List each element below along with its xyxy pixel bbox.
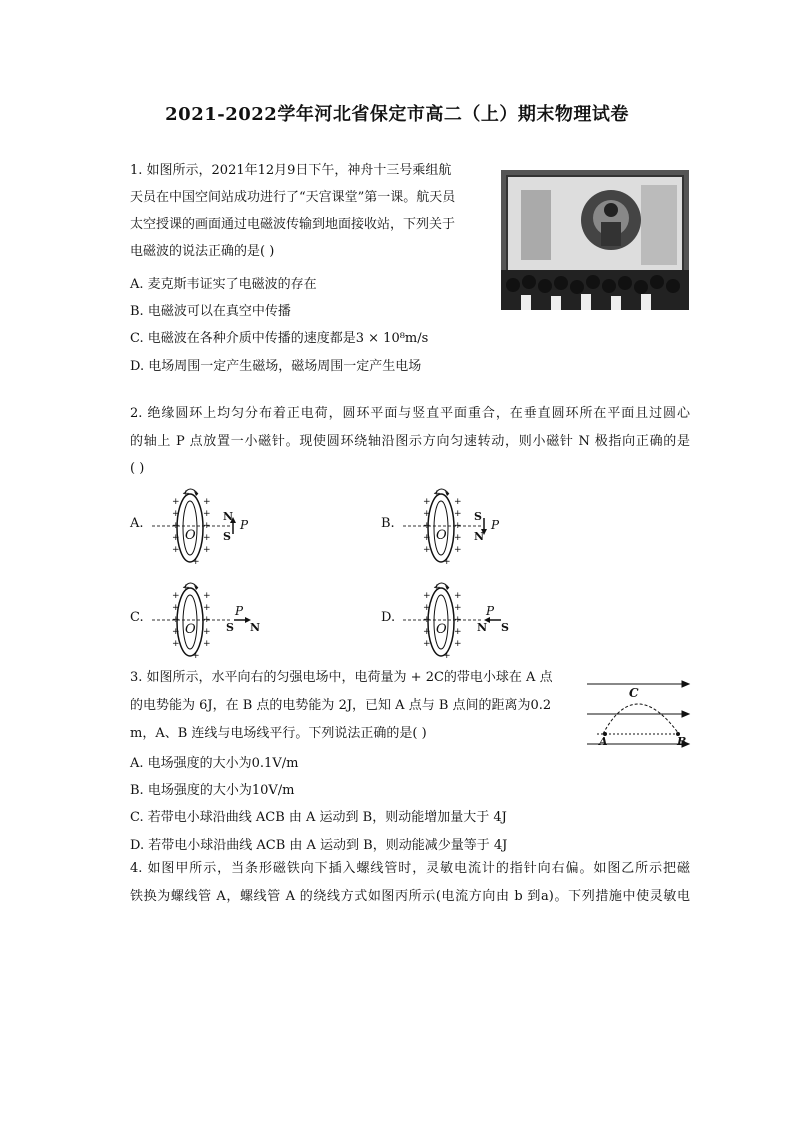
svg-text:+: + <box>203 639 211 649</box>
pole-left: S <box>226 621 234 634</box>
q2-figure-b <box>381 486 521 566</box>
q4-line: 4. 如图甲所示，当条形磁铁向下插入螺线管时，灵敏电流计的指针向右偏。如图乙所示把磁 <box>130 861 690 876</box>
option-label: A. <box>130 516 144 531</box>
point-p: P <box>486 604 495 618</box>
q1-line: 1. 如图所示，2021年12月9日下午，神舟十三号乘组航 <box>130 163 452 178</box>
svg-text:+: + <box>423 639 431 649</box>
svg-text:+: + <box>454 627 462 637</box>
svg-text:+: + <box>172 533 180 543</box>
q1-option-b: B. 电磁波可以在真空中传播 <box>130 304 291 319</box>
q2-figure-c <box>130 578 290 658</box>
q1-line: 天员在中国空间站成功进行了“天宫课堂”第一课。航天员 <box>130 190 456 205</box>
svg-text:+: + <box>172 509 180 519</box>
q3-option-d: D. 若带电小球沿曲线 ACB 由 A 运动到 B，则动能减少量等于 4J <box>130 838 508 853</box>
pole-bottom: S <box>223 530 231 543</box>
q1-line: 电磁波的说法正确的是( ) <box>130 244 275 259</box>
q3-line: m，A、B 连线与电场线平行。下列说法正确的是( ) <box>130 726 427 741</box>
svg-text:+: + <box>443 557 451 566</box>
svg-text:+: + <box>423 533 431 543</box>
q2-figure-d <box>381 578 541 658</box>
svg-text:+: + <box>172 615 180 625</box>
svg-text:+: + <box>423 615 431 625</box>
svg-text:+: + <box>172 627 180 637</box>
q3-field-diagram <box>585 676 695 752</box>
svg-text:+: + <box>423 603 431 613</box>
q2-figure-a <box>130 486 270 566</box>
q4-line: 铁换为螺线管 A，螺线管 A 的绕线方式如图丙所示(电流方向由 b 到a)。下列措施中使灵敏电 <box>130 889 690 904</box>
svg-text:+: + <box>454 615 462 625</box>
svg-text:+: + <box>423 591 431 601</box>
svg-text:+: + <box>172 591 180 601</box>
svg-text:+: + <box>454 497 462 507</box>
svg-text:+: + <box>192 651 200 658</box>
center-label: O <box>436 622 447 637</box>
center-label: O <box>185 622 196 637</box>
point-p: P <box>240 518 249 532</box>
svg-text:+: + <box>172 521 180 531</box>
q3-line: 3. 如图所示，水平向右的匀强电场中，电荷量为 + 2C的带电小球在 A 点 <box>130 670 553 685</box>
svg-text:+: + <box>182 489 190 499</box>
svg-text:+: + <box>433 489 441 499</box>
pole-top: S <box>474 510 482 523</box>
svg-text:+: + <box>423 521 431 531</box>
option-label: D. <box>381 610 396 625</box>
svg-text:+: + <box>454 591 462 601</box>
svg-text:+: + <box>203 533 211 543</box>
space-classroom-photo <box>501 170 689 310</box>
svg-text:+: + <box>433 583 441 593</box>
svg-text:+: + <box>192 557 200 566</box>
point-a: A <box>599 735 608 748</box>
q1-line: 太空授课的画面通过电磁波传输到地面接收站，下列关于 <box>130 217 456 232</box>
svg-text:+: + <box>203 521 211 531</box>
center-label: O <box>436 528 447 543</box>
option-label: C. <box>130 610 144 625</box>
svg-text:+: + <box>182 583 190 593</box>
svg-text:+: + <box>203 591 211 601</box>
svg-text:+: + <box>203 603 211 613</box>
pole-bottom: N <box>474 530 485 543</box>
svg-text:+: + <box>454 509 462 519</box>
q2-line: 的轴上 P 点放置一小磁针。现使圆环绕轴沿图示方向匀速转动，则小磁针 N 极指向正确的是 <box>130 434 690 449</box>
point-p: P <box>491 518 500 532</box>
svg-text:+: + <box>454 533 462 543</box>
q3-line: 的电势能为 6J，在 B 点的电势能为 2J，已知 A 点与 B 点间的距离为0.2 <box>130 698 552 713</box>
svg-text:+: + <box>423 627 431 637</box>
center-label: O <box>185 528 196 543</box>
pole-right: N <box>250 621 261 634</box>
svg-text:+: + <box>454 521 462 531</box>
svg-text:+: + <box>423 509 431 519</box>
svg-text:+: + <box>454 603 462 613</box>
pole-top: N <box>223 510 234 523</box>
q1-option-c: C. 电磁波在各种介质中传播的速度都是3 × 10⁸m/s <box>130 331 429 346</box>
pole-right: S <box>501 621 509 634</box>
q3-option-b: B. 电场强度的大小为10V/m <box>130 783 295 798</box>
svg-text:+: + <box>443 651 451 658</box>
q1-option-a: A. 麦克斯韦证实了电磁波的存在 <box>130 277 317 292</box>
point-c: C <box>629 686 639 700</box>
svg-text:+: + <box>172 545 180 555</box>
point-p: P <box>235 604 244 618</box>
q2-line: ( ) <box>130 461 145 476</box>
pole-left: N <box>477 621 488 634</box>
svg-text:+: + <box>203 509 211 519</box>
svg-text:+: + <box>203 627 211 637</box>
svg-text:+: + <box>423 545 431 555</box>
svg-text:+: + <box>454 545 462 555</box>
svg-text:+: + <box>203 615 211 625</box>
svg-text:+: + <box>203 545 211 555</box>
point-b: B <box>677 735 687 748</box>
svg-text:+: + <box>172 497 180 507</box>
svg-text:+: + <box>172 603 180 613</box>
q3-option-a: A. 电场强度的大小为0.1V/m <box>130 756 299 771</box>
q3-option-c: C. 若带电小球沿曲线 ACB 由 A 运动到 B，则动能增加量大于 4J <box>130 810 507 825</box>
option-label: B. <box>381 516 395 531</box>
svg-text:+: + <box>454 639 462 649</box>
page-title: 2021-2022学年河北省保定市高二（上）期末物理试卷 <box>165 104 629 125</box>
svg-text:+: + <box>423 497 431 507</box>
svg-text:+: + <box>203 497 211 507</box>
q2-line: 2. 绝缘圆环上均匀分布着正电荷，圆环平面与竖直平面重合，在垂直圆环所在平面且过圆心 <box>130 406 690 421</box>
q1-option-d: D. 电场周围一定产生磁场，磁场周围一定产生电场 <box>130 359 422 374</box>
svg-text:+: + <box>172 639 180 649</box>
